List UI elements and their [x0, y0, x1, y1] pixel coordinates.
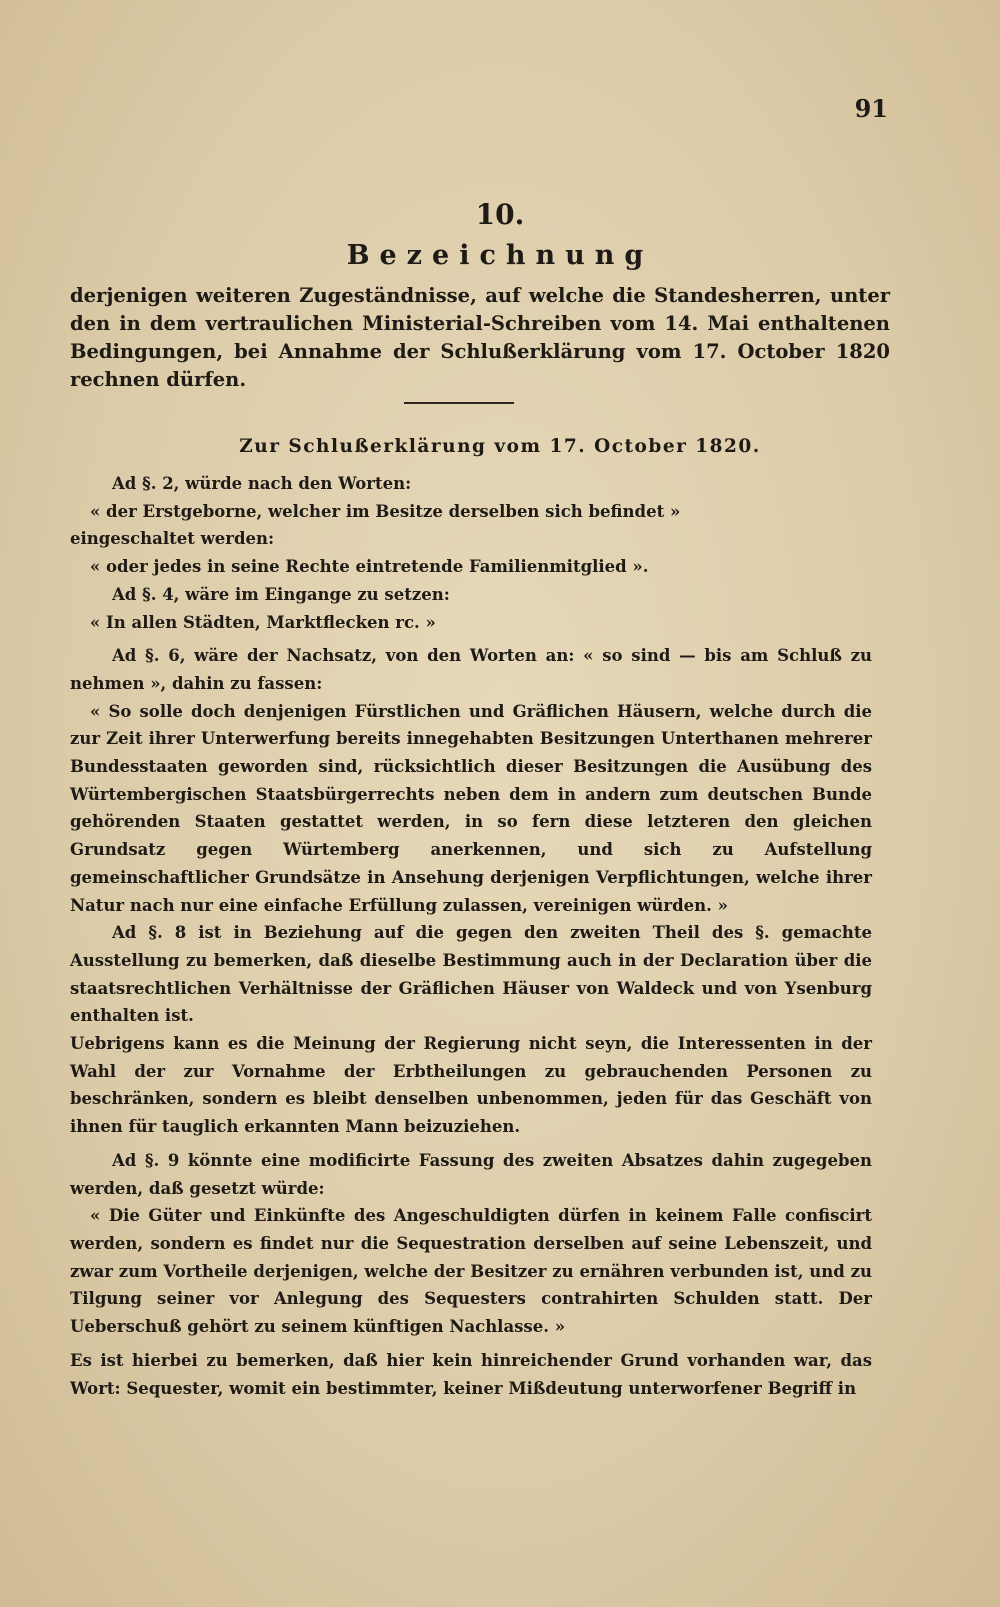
paragraph: Uebrigens kann es die Meinung der Regierung nicht seyn, die Interessenten in der Wahl der zur Vornahme der Erbtheilungen zu gebrauchenden Personen zu beschränken, sondern es bleibt denselben unbenommen, jeden für das Geschäft von ihnen für tauglich erkannten Mann beizuziehen. — [70, 1034, 872, 1137]
quoted-text: « der Erstgeborne, welcher im Besitze derselben sich befindet » — [90, 501, 681, 521]
quoted-text: « oder jedes in seine Rechte eintretende Familienmitglied ». — [90, 557, 649, 577]
section-subtitle: Zur Schlußerklärung vom 17. October 1820. — [239, 436, 761, 457]
intro-paragraph: derjenigen weiteren Zugeständnisse, auf welche die Standesherren, unter den in dem vertraulichen Ministerial-Schreiben vom 14. Mai enthaltenen Bedingungen, bei Annahme der Schlußerklärung vom 17. October 1820 rechnen dürfen. — [70, 284, 890, 391]
paragraph: eingeschaltet werden: — [70, 529, 275, 549]
quoted-text: « In allen Städten, Marktflecken rc. » — [90, 612, 436, 632]
paragraph: Ad §. 6, wäre der Nachsatz, von den Worten an: « so sind — bis am Schluß zu nehmen », dahin zu fassen: — [70, 646, 872, 693]
document-title: Bezeichnung — [346, 240, 654, 271]
section-number: 10. — [475, 198, 525, 231]
quoted-text: « So solle doch denjenigen Fürstlichen und Gräflichen Häusern, welche durch die zur Zeit ihrer Unterwerfung bereits innegehabten Besitzungen Unterthanen mehrerer Bundesstaaten geworden sind, rücksichtlich dieser Besitzungen die Ausübung des Würtembergischen Staatsbürgerrechts neben dem in andern zum deutschen Bunde gehörenden Staaten gestattet werden, in so fern diese letzteren den gleichen Grundsatz gegen Würtemberg anerkennen, und sich zu Aufstellung gemeinschaftlicher Grundsätze in Ansehung derjenigen Verpflichtungen, welche ihrer Natur nach nur eine einfache Erfüllung zulassen, vereinigen würden. » — [70, 701, 872, 915]
paragraph: Ad §. 8 ist in Beziehung auf die gegen den zweiten Theil des §. gemachte Ausstellung zu bemerken, daß dieselbe Bestimmung auch in der Declaration über die staatsrechtlichen Verhältnisse der Gräflichen Häuser von Waldeck und von Ysenburg enthalten ist. — [70, 923, 872, 1026]
document-body — [70, 470, 872, 1402]
paragraph: Es ist hierbei zu bemerken, daß hier kein hinreichender Grund vorhanden war, das Wort: Sequester, womit ein bestimmter, keiner Mißdeutung unterworfener Begriff in — [70, 1350, 872, 1398]
quoted-text: « Die Güter und Einkünfte des Angeschuldigten dürfen in keinem Falle confiscirt werden, sondern es findet nur die Sequestration derselben auf seine Lebenszeit, und zwar zum Vortheile derjenigen, welche der Besitzer zu ernähren verbunden ist, und zu Tilgung seiner vor Anlegung des Sequesters contrahirten Schulden statt. Der Ueberschuß gehört zu seinem künftigen Nachlasse. » — [70, 1206, 872, 1337]
paragraph: Ad §. 2, würde nach den Worten: — [112, 474, 412, 493]
divider-rule — [404, 402, 514, 404]
page-number: 91 — [854, 94, 888, 123]
paragraph: Ad §. 4, wäre im Eingange zu setzen: — [112, 584, 450, 604]
paragraph: Ad §. 9 könnte eine modificirte Fassung des zweiten Absatzes dahin zugegeben werden, daß gesetzt würde: — [70, 1150, 872, 1198]
